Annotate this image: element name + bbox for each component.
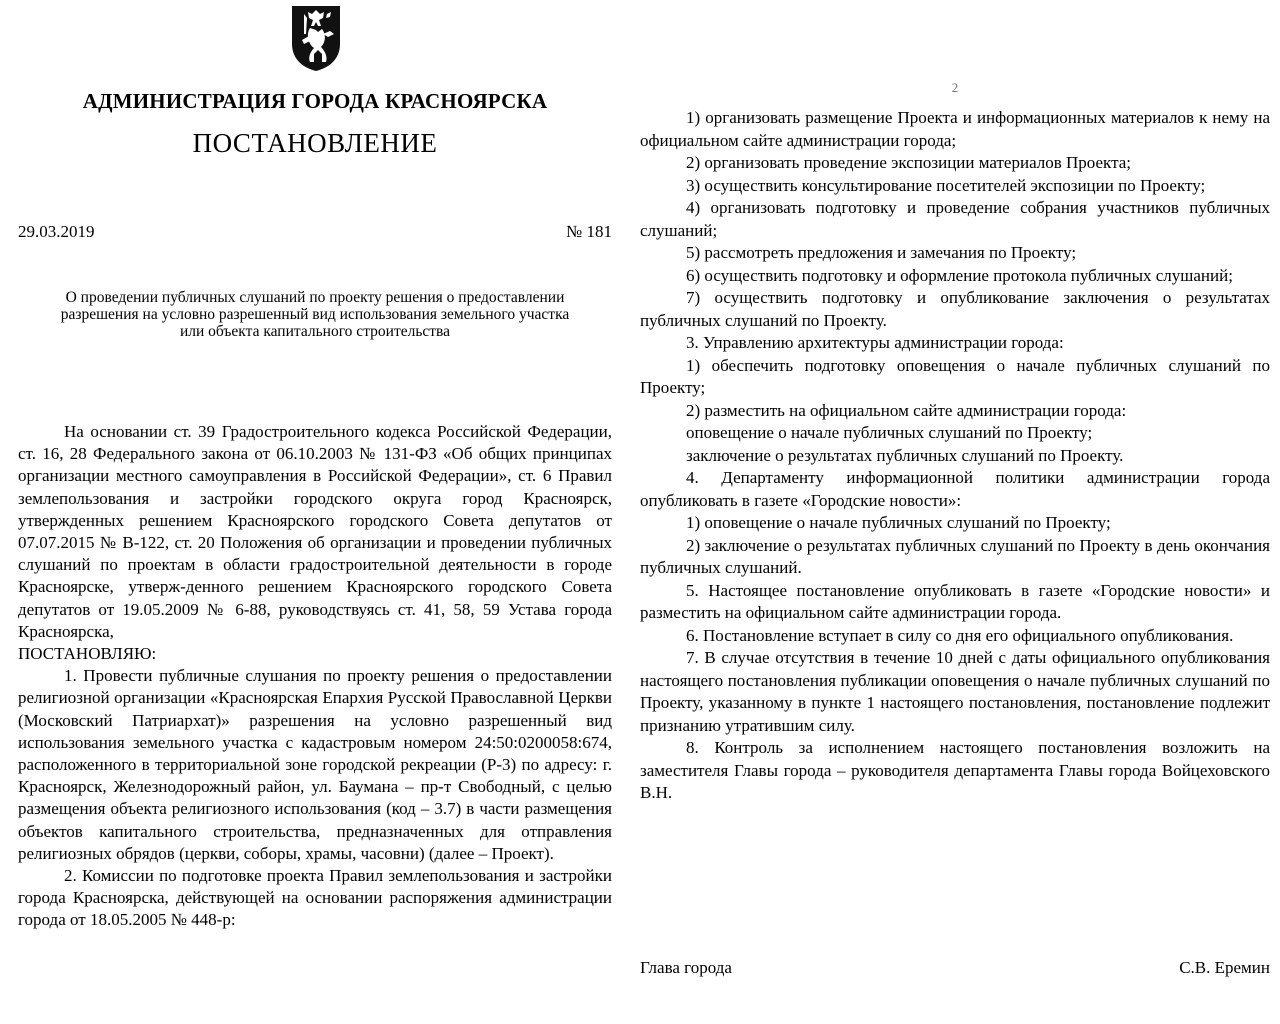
page-1 xyxy=(18,0,612,1024)
page-number: 2 xyxy=(951,80,959,95)
list-item: 4) организовать подготовку и проведение собрания участников публичных слушаний; xyxy=(640,198,1270,240)
document-number: № 181 xyxy=(566,222,612,241)
list-item: заключение о результатах публичных слушаний по Проекту. xyxy=(686,445,1124,465)
document-date: 29.03.2019 xyxy=(18,222,95,241)
list-item: 1) обеспечить подготовку оповещения о начале публичных слушаний по Проекту; xyxy=(640,355,1270,397)
clause-6: 6. Постановление вступает в силу со дня его официального опубликования. xyxy=(686,625,1234,645)
document-type: ПОСТАНОВЛЕНИЕ xyxy=(192,128,438,158)
list-item: 2) заключение о результатах публичных слушаний по Проекту в день окончания публичных слушаний. xyxy=(640,535,1270,577)
signature-title: Глава города xyxy=(640,958,732,977)
clause-1: 1. Провести публичные слушания по проекту решения о предоставлении религиозной организации «Красноярская Епархия Русской Православной Церкви (Московский Патриархат)» разрешения на условно разрешенный вид использования земельного участка с кадастровым номером 24:50:0200058:674, расположенного в территориальной зоне городской рекреации (Р-3) по адресу: г. Красноярск, Железнодорожный район, ул. Баумана – пр-т Свободный, с целью размещения объекта религиозного использования (код – 3.7) в части размещения объектов капитального строительства, предназначенных для отправления религиозных обрядов (церкви, соборы, храмы, часовни) (далее – Проект). xyxy=(18,666,612,863)
list-item: 1) организовать размещение Проекта и информационных материалов к нему на официальном сайте администрации города; xyxy=(640,108,1270,150)
list-item: 1) оповещение о начале публичных слушаний по Проекту; xyxy=(686,513,1111,532)
list-item: 5) рассмотреть предложения и замечания по Проекту; xyxy=(686,243,1077,262)
list-item: 6) осуществить подготовку и оформление протокола публичных слушаний; xyxy=(686,265,1233,285)
list-item: 7) осуществить подготовку и опубликование заключения о результатах публичных слушаний по Проекту. xyxy=(640,288,1270,330)
resolution-word: ПОСТАНОВЛЯЮ: xyxy=(18,644,157,664)
list-item: 2) организовать проведение экспозиции материалов Проекта; xyxy=(686,153,1131,172)
clause-8: 8. Контроль за исполнением настоящего постановления возложить на заместителя Главы города – руководителя департамента Главы города Войцеховского В.Н. xyxy=(640,738,1270,802)
list-item: 2) разместить на официальном сайте администрации города: xyxy=(686,400,1127,420)
signature-name: С.В. Еремин xyxy=(1179,958,1270,977)
clause-2: 2. Комиссии по подготовке проекта Правил землепользования и застройки города Красноярска, действующей на основании распоряжения администрации города от 18.05.2005 № 448-р: xyxy=(18,866,612,930)
clause-4: 4. Департаменту информационной политики администрации города опубликовать в газете «Городские новости»: xyxy=(640,468,1270,510)
list-item: 3) осуществить консультирование посетителей экспозиции по Проекту; xyxy=(686,175,1206,195)
page-2-body xyxy=(640,107,1270,805)
list-item: оповещение о начале публичных слушаний по Проекту; xyxy=(686,423,1093,442)
preamble-paragraph: На основании ст. 39 Градостроительного кодекса Российской Федерации, ст. 16, 28 Федерального закона от 06.10.2003 № 131-ФЗ «Об общих принципах организации местного самоуправления в Российской Федерации», ст. 6 Правил землепользования и застройки городского округа город Красноярск, утвержденных решением Красноярского городского Совета депутатов от 07.07.2015 № В-122, ст. 20 Положения об организации и проведении публичных слушаний по проектам в области градостроительной деятельности в городе Красноярске, утверж-денного решением Красноярского городского Совета депутатов от 19.05.2009 № 6-88, руководствуясь ст. 41, 58, 59 Устава города Красноярска, xyxy=(18,422,612,641)
document-subject: О проведении публичных слушаний по проекту решения о предоставлении разрешения на условно разрешенный вид использования земельного участка или объекта капитального строительства xyxy=(60,289,570,340)
clause-7: 7. В случае отсутствия в течение 10 дней с даты официального опубликования настоящего постановления публикации оповещения о начале публичных слушаний по Проекту, указанному в пункте 1 настоящего постановления, постановление подлежит признанию утратившим силу. xyxy=(640,648,1270,735)
krasnoyarsk-coat-of-arms-icon xyxy=(290,4,342,72)
page-2 xyxy=(640,0,1270,1024)
page-1-body xyxy=(18,421,612,932)
organization-name: АДМИНИСТРАЦИЯ ГОРОДА КРАСНОЯРСКА xyxy=(82,89,548,113)
clause-5: 5. Настоящее постановление опубликовать в газете «Городские новости» и разместить на официальном сайте администрации города. xyxy=(640,580,1270,622)
clause-3: 3. Управлению архитектуры администрации города: xyxy=(686,333,1064,352)
